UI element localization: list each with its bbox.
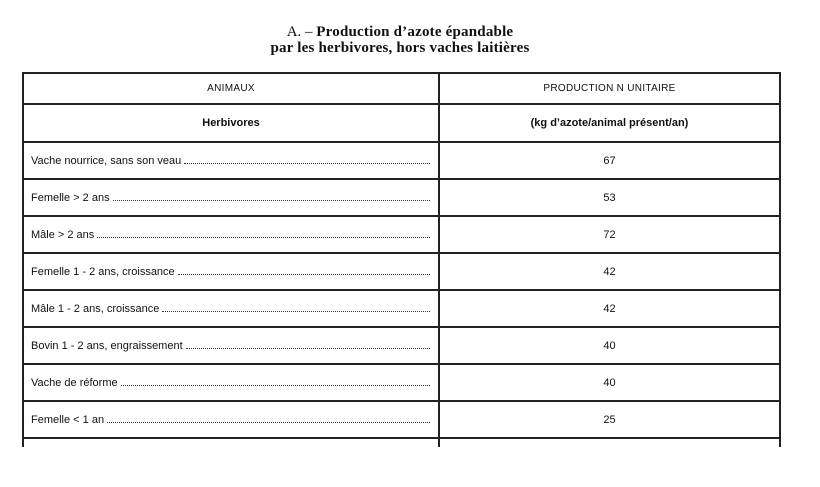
table-row [23, 142, 780, 179]
table-row [23, 216, 780, 253]
nitrogen-production-table [22, 72, 781, 447]
animal-label: Bovin 1 - 2 ans, engraissement [31, 339, 183, 352]
subheader-unit: (kg d’azote/animal présent/an) [439, 104, 780, 142]
animal-label: Vache de réforme [31, 376, 118, 389]
header-row [23, 73, 780, 104]
animal-label-cell [23, 364, 439, 401]
table-row [23, 290, 780, 327]
production-value: 25 [439, 401, 780, 438]
dotted-leader [113, 199, 430, 201]
production-value: 67 [439, 142, 780, 179]
col-header-animals: ANIMAUX [23, 73, 439, 104]
table-row [23, 401, 780, 438]
title-line-2: par les herbivores, hors vaches laitières [270, 40, 530, 56]
dotted-leader [162, 310, 430, 312]
animal-label: Mâle > 2 ans [31, 228, 95, 241]
production-value: 40 [439, 327, 780, 364]
animal-label-cell [23, 179, 439, 216]
production-value: 53 [439, 179, 780, 216]
dotted-leader [121, 384, 430, 386]
animal-label: Femelle 1 - 2 ans, croissance [31, 265, 175, 278]
animal-label-cell [23, 401, 439, 438]
animal-label-cell [23, 253, 439, 290]
section-prefix: A. – [286, 24, 313, 40]
subheader-row [23, 104, 780, 142]
dotted-leader [184, 162, 430, 164]
production-value: 40 [439, 364, 780, 401]
title-line-1 [0, 24, 800, 40]
table-row [23, 179, 780, 216]
animal-label-cell [23, 216, 439, 253]
table-row [23, 253, 780, 290]
animal-label: Mâle 1 - 2 ans, croissance [31, 302, 160, 315]
animal-label: Femelle > 2 ans [31, 191, 110, 204]
dotted-leader [186, 347, 430, 349]
dotted-leader [97, 236, 430, 238]
production-value: 42 [439, 253, 780, 290]
dotted-leader [107, 421, 430, 423]
animal-label-cell [23, 290, 439, 327]
animal-label: Vache nourrice, sans son veau [31, 154, 182, 167]
animal-label-cell [23, 327, 439, 364]
table-continuation [23, 438, 780, 447]
col-header-production: PRODUCTION N UNITAIRE [439, 73, 780, 104]
table-body [23, 142, 780, 438]
production-value: 42 [439, 290, 780, 327]
production-value: 72 [439, 216, 780, 253]
table-row [23, 364, 780, 401]
dotted-leader [178, 273, 430, 275]
animal-label-cell [23, 142, 439, 179]
subheader-herbivores: Herbivores [23, 104, 439, 142]
title-text: Production d’azote épandable [316, 24, 514, 40]
animal-label: Femelle < 1 an [31, 413, 105, 426]
table-row [23, 327, 780, 364]
